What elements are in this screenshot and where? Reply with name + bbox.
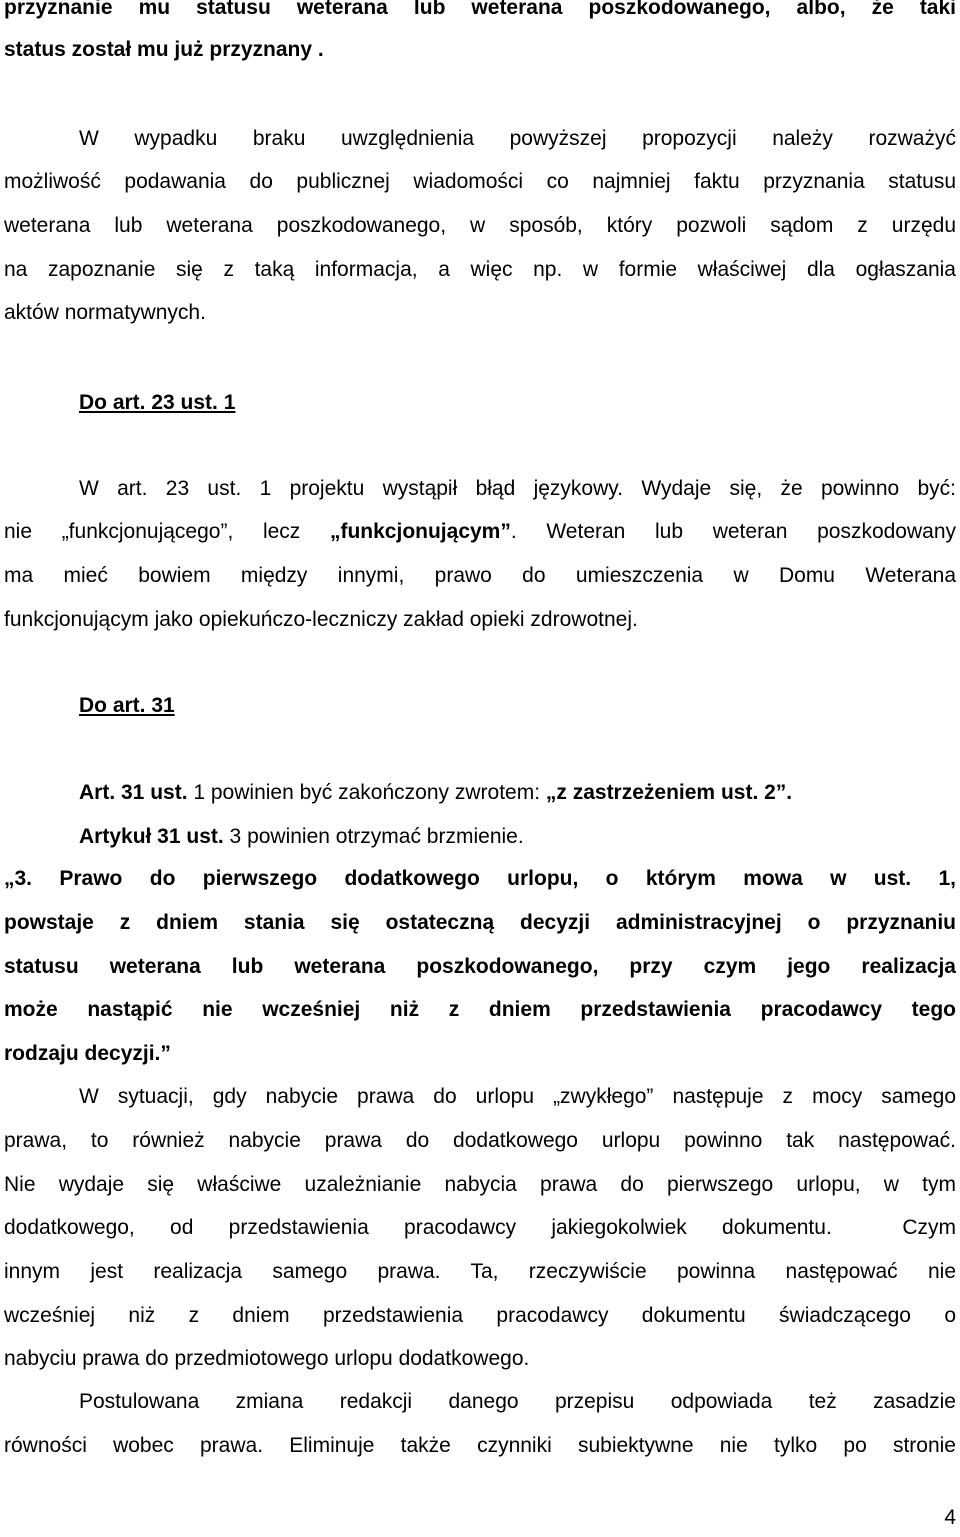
para1-line-5: aktów normatywnych. [4, 301, 206, 324]
intro-line-2 [4, 38, 324, 62]
para4-line-1: Postulowana zmiana redakcji danego przepisu odpowiada też zasadzie [79, 1390, 956, 1413]
para3-line-2: prawa, to również nabycie prawa do dodatkowego urlopu powinno tak następować. [4, 1129, 956, 1152]
art31-line-2 [79, 825, 524, 849]
art31-line-2b: 3 powinien otrzymać brzmienie. [223, 825, 524, 848]
para1-line-2: możliwość podawania do publicznej wiadomości co najmniej faktu przyznania statusu [4, 170, 956, 193]
para2-line-2 [4, 520, 956, 544]
art31-line-2a: Artykuł 31 ust. [79, 825, 224, 848]
art31-line-1 [79, 781, 792, 805]
intro-line-1: przyznanie mu statusu weterana lub weterana poszkodowanego, albo, że taki [4, 0, 956, 19]
art31-line-1d: . [786, 781, 793, 804]
art31-line-1a: Art. 31 ust. [79, 781, 188, 804]
para1-line-1: W wypadku braku uwzględnienia powyższej propozycji należy rozważyć [79, 127, 956, 150]
intro-line-2-text: status został mu już przyznany [4, 38, 313, 61]
para3-line-1: W sytuacji, gdy nabycie prawa do urlopu „zwykłego” następuje z mocy samego [79, 1085, 956, 1108]
quote-line-5: rodzaju decyzji.” [4, 1042, 171, 1065]
para2-line-2c: . Weteran lub weteran poszkodowany [510, 520, 957, 543]
para3-line-4: dodatkowego, od przedstawienia pracodawcy jakiegokolwiek dokumentu. Czym [4, 1216, 956, 1239]
para2-line-3: ma mieć bowiem między innymi, prawo do umieszczenia w Domu Weterana [4, 564, 956, 587]
para2-line-2b: „funkcjonującym” [329, 520, 511, 543]
heading-art23: Do art. 23 ust. 1 [79, 391, 236, 414]
para1-line-4: na zapoznanie się z taką informacja, a więc np. w formie właściwej dla ogłaszania [4, 258, 956, 281]
para2-line-4: funkcjonującym jako opiekuńczo-leczniczy zakład opieki zdrowotnej. [4, 608, 638, 631]
para2-line-2a: nie „funkcjonującego”, lecz [4, 520, 330, 543]
quote-line-3: statusu weterana lub weterana poszkodowanego, przy czym jego realizacja [4, 955, 956, 978]
para2-line-1: W art. 23 ust. 1 projektu wystąpił błąd językowy. Wydaje się, że powinno być: [79, 477, 956, 500]
heading-art31: Do art. 31 [79, 694, 175, 717]
intro-line-2-end: . [317, 38, 324, 61]
art31-line-1b: 1 powinien być zakończony zwrotem: [187, 781, 546, 804]
para3-line-6: wcześniej niż z dniem przedstawienia pracodawcy dokumentu świadczącego o [4, 1304, 956, 1327]
para1-line-3: weterana lub weterana poszkodowanego, w sposób, który pozwoli sądom z urzędu [4, 214, 956, 237]
para3-line-5: innym jest realizacja samego prawa. Ta, rzeczywiście powinna następować nie [4, 1260, 956, 1283]
para4-line-2: równości wobec prawa. Eliminuje także czynniki subiektywne nie tylko po stronie [4, 1434, 956, 1457]
quote-line-4: może nastąpić nie wcześniej niż z dniem przedstawienia pracodawcy tego [4, 998, 956, 1021]
para3-line-7: nabyciu prawa do przedmiotowego urlopu dodatkowego. [4, 1347, 530, 1370]
art31-line-1c: „z zastrzeżeniem ust. 2” [545, 781, 787, 804]
quote-line-1: „3. Prawo do pierwszego dodatkowego urlopu, o którym mowa w ust. 1, [4, 867, 956, 890]
para3-line-3: Nie wydaje się właściwe uzależnianie nabycia prawa do pierwszego urlopu, w tym [4, 1173, 956, 1196]
page-number: 4 [944, 1506, 956, 1529]
quote-line-2: powstaje z dniem stania się ostateczną decyzji administracyjnej o przyznaniu [4, 911, 956, 934]
